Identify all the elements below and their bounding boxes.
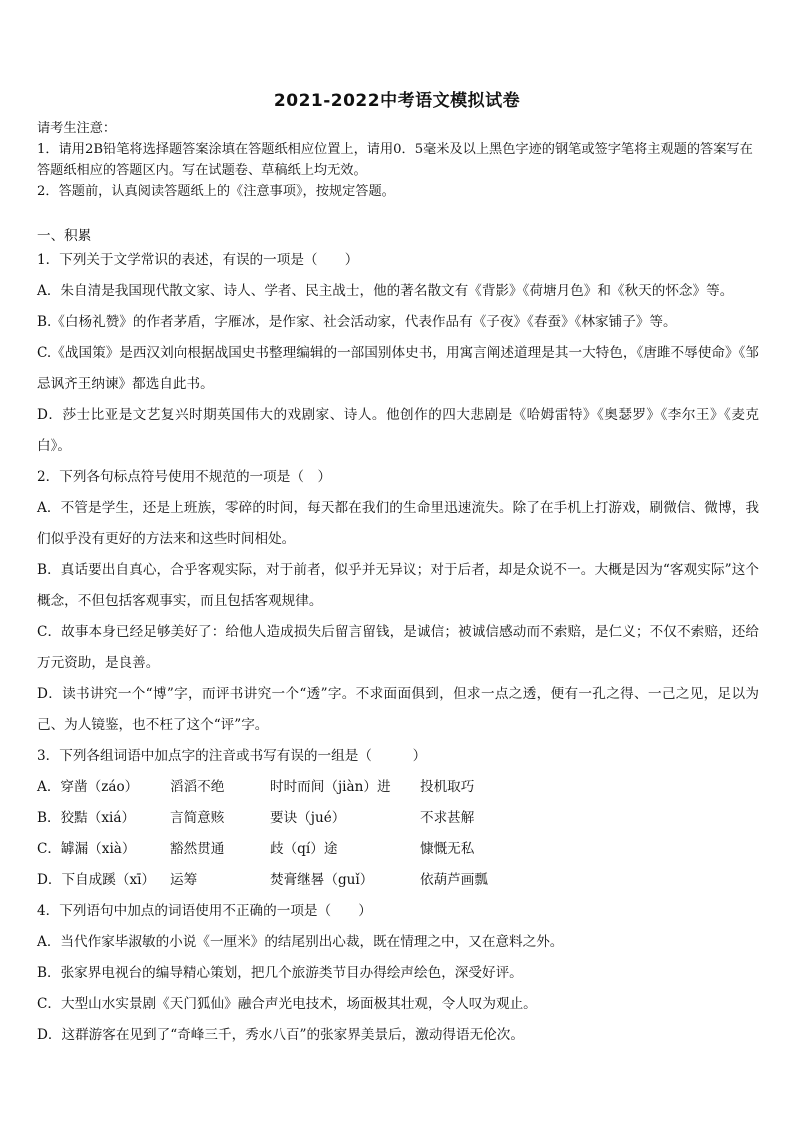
option-c: C.《战国策》是西汉刘向根据战国史书整理编辑的一部国别体史书，用寓言阐述道理是其一大特色，《唐雎不辱使命》《邹忌讽齐王纳谏》都选自此书。 [37,345,759,392]
option-cell: 歧（qí）途 [270,841,338,857]
option-cell: B．狡黠（xiá） [37,810,136,826]
question-list [37,245,759,1051]
option-row-a [37,772,759,803]
option-cell: 运筹 [170,872,198,888]
option-cell: 慷慨无私 [420,841,475,857]
option-row-c [37,834,759,865]
option-d: D．莎士比亚是文艺复兴时期英国伟大的戏剧家、诗人。他创作的四大悲剧是《哈姆雷特》《奥瑟罗》《李尔王》《麦克白》。 [37,407,759,454]
option-a: A．朱自清是我国现代散文家、诗人、学者、民主战士，他的著名散文有《背影》《荷塘月色》和《秋天的怀念》等。 [37,283,734,299]
notice-heading: 请考生注意： [37,121,117,136]
option-cell: 依葫芦画瓢 [420,872,488,888]
question-4 [37,896,759,1051]
page-title: 2021-2022中考语文模拟试卷 [273,91,521,111]
section-heading: 一、积累 [37,228,92,244]
option-cell: 言简意赅 [170,810,225,826]
option-cell: 豁然贯通 [170,841,225,857]
option-cell: C．罅漏（xià） [37,841,136,857]
option-cell: 投机取巧 [420,779,475,795]
option-cell: D．下自成蹊（xī） [37,872,156,888]
option-cell: 焚膏继晷（guǐ） [270,872,374,888]
question-stem: 2．下列各句标点符号使用不规范的一项是（ ） [37,469,332,485]
question-2 [37,462,759,741]
option-d: D．这群游客在见到了“奇峰三千，秀水八百”的张家界美景后，激动得语无伦次。 [37,1027,524,1043]
option-a: A．当代作家毕淑敏的小说《一厘米》的结尾别出心裁，既在情理之中，又在意料之外。 [37,934,564,950]
option-cell: 时时而间（jiàn）进 [270,779,391,795]
question-stem: 4．下列语句中加点的词语使用不正确的一项是（ ） [37,903,372,919]
option-a: A．不管是学生，还是上班族，零碎的时间，每天都在我们的生命里迅速流失。除了在手机上打游戏，刷微信、微博，我们似乎没有更好的方法来和这些时间相处。 [37,500,759,547]
option-d: D．读书讲究一个“博”字，而评书讲究一个“透”字。不求面面俱到，但求一点之透，便有一孔之得、一己之见，足以为己、为人镜鉴，也不枉了这个“评”字。 [37,686,759,733]
question-1 [37,245,759,462]
question-stem: 3．下列各组词语中加点字的注音或书写有误的一组是（ ） [37,748,427,764]
notice-item: 1．请用2B铅笔将选择题答案涂填在答题纸相应位置上，请用0．5毫米及以上黑色字迹的钢笔或签字笔将主观题的答案写在答题纸相应的答题区内。写在试题卷、草稿纸上均无效。 [37,142,753,178]
option-c: C．大型山水实景剧《天门狐仙》融合声光电技术，场面极其壮观，令人叹为观止。 [37,996,537,1012]
question-3 [37,741,759,896]
option-b: B．真话要出自真心，合乎客观实际，对于前者，似乎并无异议；对于后者，却是众说不一。大概是因为“客观实际”这个概念，不但包括客观事实，而且包括客观规律。 [37,562,759,609]
notice-item: 2．答题前，认真阅读答题纸上的《注意事项》，按规定答题。 [37,184,395,199]
option-cell: A．穿凿（záo） [37,779,139,795]
question-stem: 1．下列关于文学常识的表述，有误的一项是（ ） [37,252,359,268]
option-cell: 要诀（jué） [270,810,346,826]
option-cell: 不求甚解 [420,810,475,826]
option-b: B.《白杨礼赞》的作者茅盾，字雁冰，是作家、社会活动家，代表作品有《子夜》《春蚕》《林家铺子》等。 [37,314,677,330]
notice-block [37,118,759,202]
option-cell: 滔滔不绝 [170,779,225,795]
option-c: C．故事本身已经足够美好了：给他人造成损失后留言留钱，是诚信；被诚信感动而不索赔，是仁义；不仅不索赔，还给万元资助，是良善。 [37,624,759,671]
option-b: B．张家界电视台的编导精心策划，把几个旅游类节目办得绘声绘色，深受好评。 [37,965,523,981]
option-row-d [37,865,759,896]
option-row-b [37,803,759,834]
